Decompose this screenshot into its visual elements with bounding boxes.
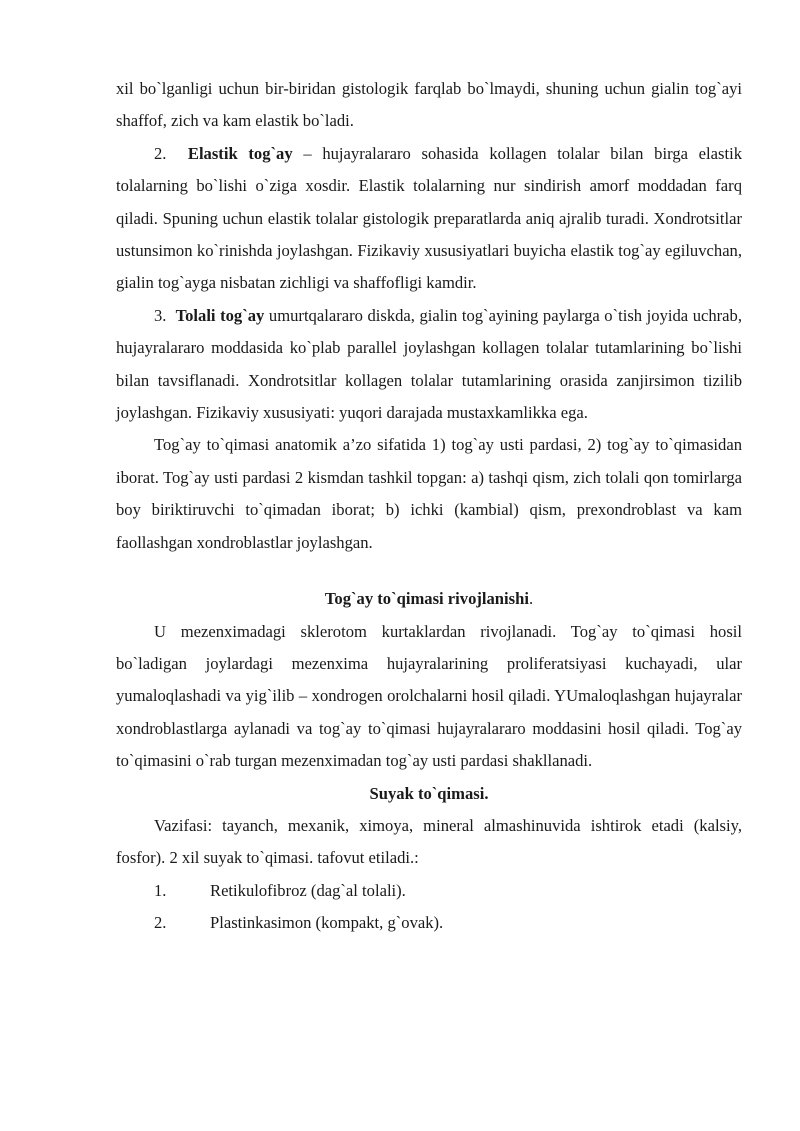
item-number: 3. bbox=[154, 305, 167, 325]
paragraph-text: – hujayralararo sohasida kollagen tolalar bilan birga elastik tolalarning bo`lishi o`ziga xosdir. Elastik tolalarning nur sindirish amorf moddadan farq qiladi. Spuning uchun elastik tolalar gistologik preparatlarda aniq ajralib turadi. Xondrotsitlar ustunsimon ko`rinishda joylashgan. Fizikaviy xususiyatlari buyicha elastik tog`ay egiluvchan, gialin tog`ayga nisbatan zichligi va shaffofligi kamdir. bbox=[116, 143, 743, 293]
list-item-number: 1. bbox=[154, 880, 167, 900]
paragraph-elastic-cartilage bbox=[116, 138, 742, 300]
term-fibrous-cartilage: Tolali tog`ay bbox=[175, 305, 265, 325]
heading-text: Tog`ay to`qimasi rivojlanishi bbox=[324, 589, 529, 609]
paragraph-fibrous-cartilage bbox=[116, 300, 742, 430]
list-item-text: Retikulofibroz (dag`al tolali). bbox=[210, 880, 406, 900]
page-content bbox=[116, 73, 742, 940]
list-item-text: Plastinkasimon (kompakt, g`ovak). bbox=[210, 913, 444, 933]
spacer bbox=[116, 559, 742, 583]
list-item bbox=[116, 875, 742, 907]
paragraph-continuation: xil bo`lganligi uchun bir-biridan gistologik farqlab bo`lmaydi, shuning uchun gialin tog`ayi shaffof, zich va kam elastik bo`ladi. bbox=[116, 79, 742, 131]
paragraph-cartilage-organ: Tog`ay to`qimasi anatomik a’zo sifatida 1) tog`ay usti pardasi, 2) tog`ay to`qimasidan iborat. Tog`ay usti pardasi 2 kismdan tashkil topgan: a) tashqi qism, zich tolali qon tomirlarga boy biriktiruvchi to`qimadan iborat; b) ichki (kambial) qism, prexondroblast va kam faollashgan xondroblastlar joylashgan. bbox=[116, 435, 742, 552]
list-item-number: 2. bbox=[154, 913, 167, 933]
paragraph-bone-function: Vazifasi: tayanch, mexanik, ximoya, mineral almashinuvida ishtirok etadi (kalsiy, fosfor). 2 xil suyak to`qimasi. tafovut etiladi.: bbox=[116, 815, 742, 868]
item-number: 2. bbox=[154, 143, 167, 163]
section-heading-cartilage-development bbox=[116, 583, 742, 615]
term-elastic-cartilage: Elastik tog`ay bbox=[187, 143, 293, 163]
paragraph-cartilage-development: U mezenximadagi sklerotom kurtaklardan rivojlanadi. Tog`ay to`qimasi hosil bo`ladigan joylardagi mezenxima hujayralarining proliferatsiyasi kuchayadi, ular yumaloqlashadi va yig`ilib – xondrogen orolchalarni hosil qiladi. YUmaloqlashgan hujayralar xondroblastlarga aylanadi va tog`ay to`qimasi hujayralararo moddasini hosil qiladi. Tog`ay to`qimasini o`rab turgan mezenximadan tog`ay usti pardasi shakllanadi. bbox=[116, 621, 742, 771]
heading-suffix: . bbox=[528, 589, 534, 609]
paragraph-text: umurtqalararo diskda, gialin tog`ayining paylarga o`tish joyida uchrab, hujayralararo moddasida ko`plab parallel joylashgan kollagen tolalar tutamlarining bo`lishi bilan tavsiflanadi. Xondrotsitlar kollagen tolalar tutamlarining orasida zanjirsimon tizilib joylashgan. Fizikaviy xususiyati: yuqori darajada mustaxkamlikka ega. bbox=[116, 305, 742, 423]
list-item bbox=[116, 907, 742, 939]
section-heading-bone-tissue: Suyak to`qimasi. bbox=[369, 783, 489, 803]
